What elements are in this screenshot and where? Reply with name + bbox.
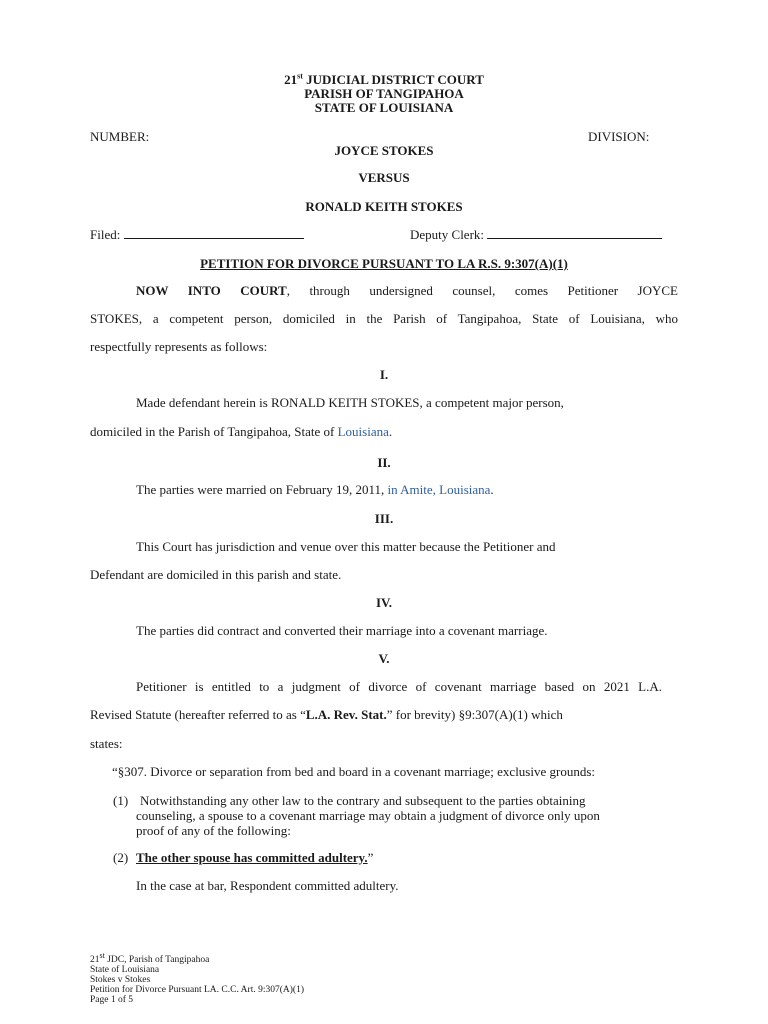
section-1-heading: I. xyxy=(379,367,389,382)
section-5-line-3: states: xyxy=(90,736,123,751)
section-1-line-2 xyxy=(90,424,392,440)
item-1-number: (1) xyxy=(113,793,129,808)
footer-line-3: Stokes v Stokes xyxy=(90,975,151,985)
section-5-line-2-text: Revised Statute (hereafter referred to as “ xyxy=(90,707,306,722)
section-2-line-1-period: . xyxy=(490,482,494,497)
la-rev-stat: L.A. Rev. Stat. xyxy=(305,707,387,722)
footer-line-4: Petition for Divorce Pursuant LA. C.C. Art. 9:307(A)(1) xyxy=(90,985,304,995)
petitioner-name: JOYCE STOKES xyxy=(334,143,434,158)
footer-page-number: Page 1 of 5 xyxy=(90,995,134,1005)
section-5-line-2 xyxy=(90,707,563,723)
court-number-suffix: st xyxy=(297,71,303,81)
parish-name: PARISH OF TANGIPAHOA xyxy=(304,86,464,101)
number-label: NUMBER: xyxy=(90,129,150,144)
footer-line-2: State of Louisiana xyxy=(90,965,160,975)
statute-quote: “§307. Divorce or separation from bed and board in a covenant marriage; exclusive grounds: xyxy=(112,764,595,779)
section-5-line-2-rest: ” for brevity) §9:307(A)(1) which xyxy=(386,707,563,722)
item-2-number: (2) xyxy=(113,850,129,865)
footer-court-suffix: st xyxy=(99,950,105,960)
petition-title: PETITION FOR DIVORCE PURSUANT TO LA R.S. 9:307(A)(1) xyxy=(200,256,568,271)
amite-louisiana-link[interactable]: in Amite, Louisiana xyxy=(387,482,491,497)
court-number: 21 xyxy=(284,72,298,87)
item-2-line xyxy=(136,850,373,866)
filed-field xyxy=(90,227,304,243)
deputy-clerk-field xyxy=(410,227,662,243)
section-3-line-1: This Court has jurisdiction and venue over this matter because the Petitioner and xyxy=(136,539,556,554)
item-1-line-2: counseling, a spouse to a covenant marriage may obtain a judgment of divorce only upon xyxy=(136,808,600,823)
footer-line-1 xyxy=(90,950,304,965)
section-5-heading: V. xyxy=(378,651,390,666)
court-name-text: JUDICIAL DISTRICT COURT xyxy=(302,72,484,87)
section-3-heading: III. xyxy=(374,511,394,526)
section-2-line-1 xyxy=(136,482,494,498)
section-2-heading: II. xyxy=(377,455,391,470)
section-1-line-2-period: . xyxy=(388,424,393,439)
state-name: STATE OF LOUISIANA xyxy=(314,100,454,115)
intro-line-2: STOKES, a competent person, domiciled in the Parish of Tangipahoa, State of Louisiana, who xyxy=(90,311,678,326)
intro-line-1 xyxy=(136,283,678,299)
page-footer xyxy=(90,950,304,1005)
section-2-line-1-text: The parties were married on February 19, 2011, xyxy=(136,482,388,497)
footer-court-text: JDC, Parish of Tangipahoa xyxy=(104,955,210,965)
conclusion-line: In the case at bar, Respondent committed adultery. xyxy=(136,878,399,893)
item-1-line-1: Notwithstanding any other law to the contrary and subsequent to the parties obtaining xyxy=(140,793,586,808)
intro-line-3: respectfully represents as follows: xyxy=(90,339,268,354)
section-4-line-1: The parties did contract and converted their marriage into a covenant marriage. xyxy=(136,623,548,638)
defendant-name: RONALD KEITH STOKES xyxy=(305,199,463,214)
adultery-ground: The other spouse has committed adultery. xyxy=(136,850,368,865)
section-1-line-1: Made defendant herein is RONALD KEITH STOKES, a competent major person, xyxy=(136,395,564,410)
section-1-line-2-text: domiciled in the Parish of Tangipahoa, State of xyxy=(90,424,338,439)
section-4-heading: IV. xyxy=(375,595,393,610)
deputy-clerk-label: Deputy Clerk: xyxy=(410,227,485,242)
filed-label: Filed: xyxy=(90,227,121,242)
item-2-close-quote: ” xyxy=(367,850,374,865)
versus-label: VERSUS xyxy=(358,170,410,185)
intro-line-1-text: , through undersigned counsel, comes Petitioner JOYCE xyxy=(286,283,678,298)
division-label: DIVISION: xyxy=(588,129,650,144)
footer-court-number: 21 xyxy=(90,955,100,965)
now-into-court: NOW INTO COURT xyxy=(136,283,287,298)
item-1-line-3: proof of any of the following: xyxy=(136,823,291,838)
section-5-line-1: Petitioner is entitled to a judgment of divorce of covenant marriage based on 2021 L.A. xyxy=(136,679,662,694)
filed-blank-line xyxy=(124,227,304,239)
section-3-line-2: Defendant are domiciled in this parish and state. xyxy=(90,567,342,582)
louisiana-link[interactable]: Louisiana xyxy=(337,424,389,439)
deputy-clerk-blank-line xyxy=(487,227,662,239)
